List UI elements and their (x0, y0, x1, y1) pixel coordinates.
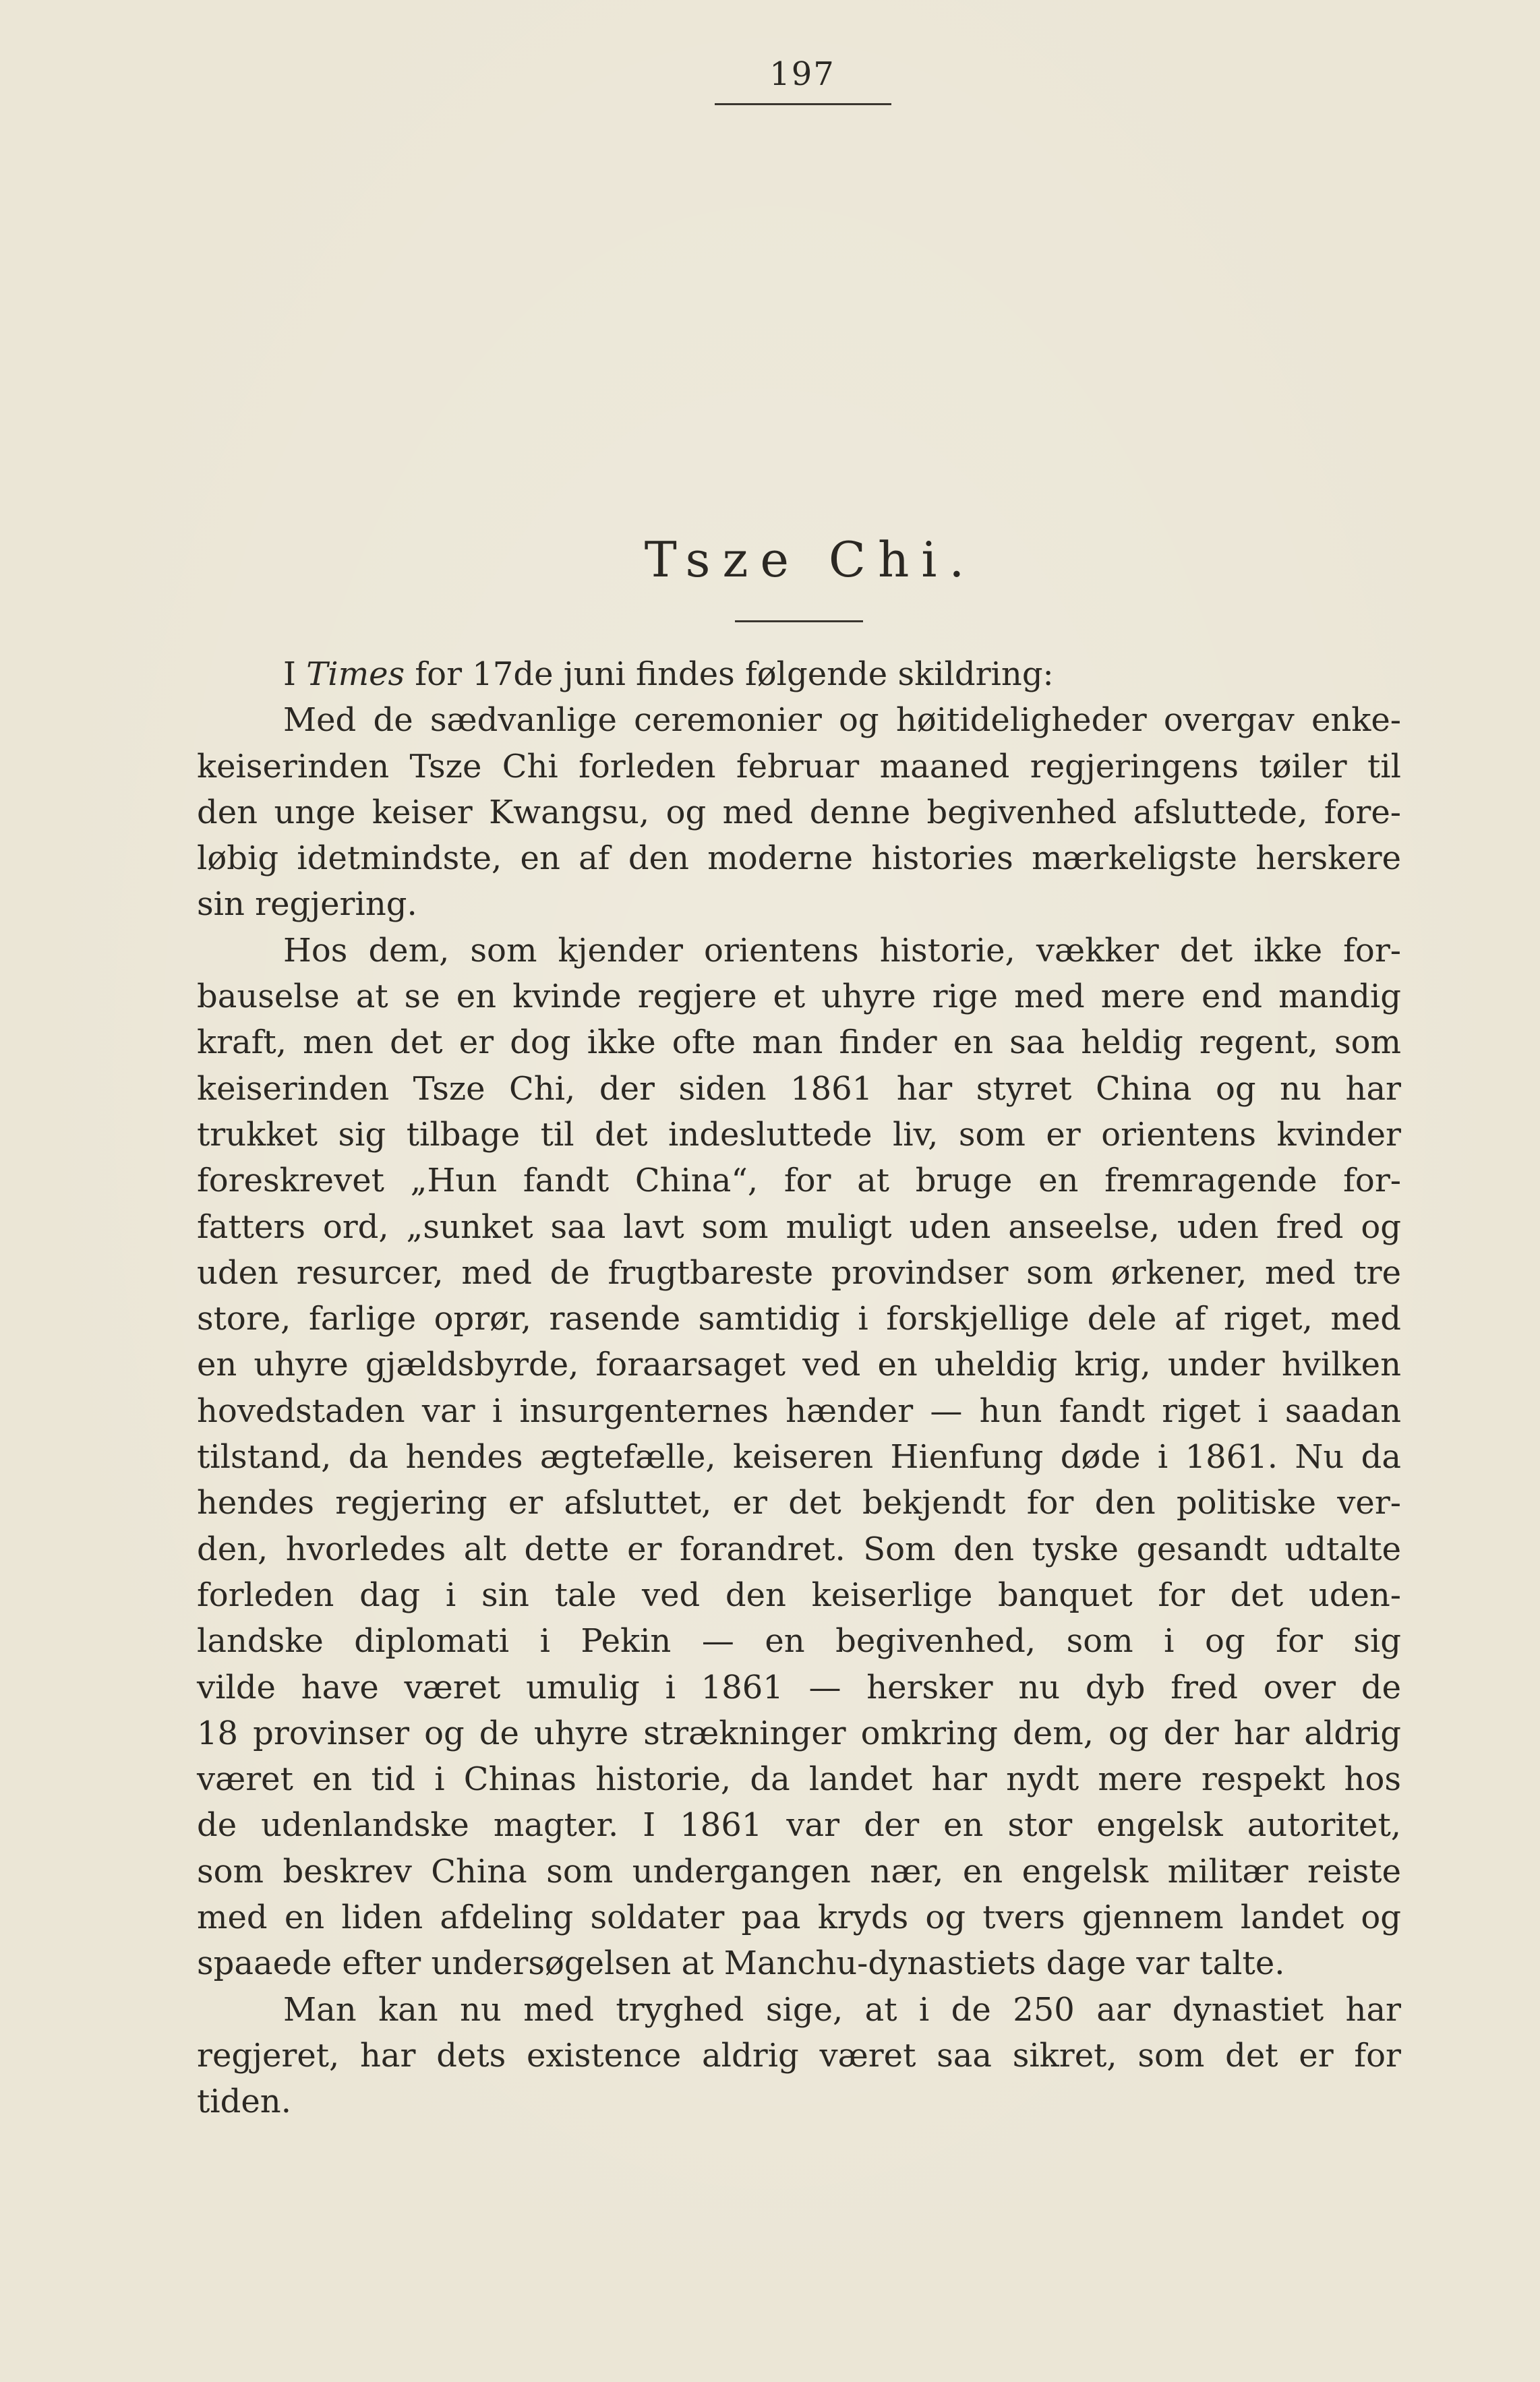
text-line (197, 1204, 1401, 1250)
page-number: 197 (769, 55, 835, 93)
text-line-content: fatters ord, „sunket saa lavt som muligt uden anseelse, uden fred og (197, 1208, 1401, 1246)
text-line-content: landske diplomati i Pekin — en begivenhed, som i og for sig (197, 1622, 1401, 1661)
text-line-content: en uhyre gjældsbyrde, foraarsaget ved en uheldig krig, under hvilken (197, 1346, 1401, 1384)
text-line (197, 651, 1401, 697)
text-line (197, 1066, 1401, 1112)
text-line (197, 2079, 1401, 2124)
text-line (197, 974, 1401, 1019)
text-line-content: foreskrevet „Hun fandt China“, for at bruge en fremragende for- (197, 1162, 1401, 1200)
text-line-content: forleden dag i sin tale ved den keiserlige banquet for det uden- (197, 1576, 1401, 1614)
text-line (197, 1940, 1401, 1986)
article-body (197, 651, 1401, 2125)
text-line (197, 1618, 1401, 1664)
text-line (197, 1526, 1401, 1572)
text-line (197, 1710, 1401, 1756)
text-line (197, 1296, 1401, 1342)
text-line-content: bauselse at se en kvinde regjere et uhyre rige med mere end mandig (197, 978, 1401, 1016)
text-line-content: vilde have været umulig i 1861 — hersker nu dyb fred over de (197, 1668, 1401, 1706)
text-line-content: spaaede efter undersøgelsen at Manchu-dynastiets dage var talte. (197, 1944, 1285, 1983)
text-line (197, 1342, 1401, 1388)
text-line (197, 1895, 1401, 1940)
article-title: Tsze Chi. (644, 531, 977, 588)
text-line (197, 1250, 1401, 1296)
text-line (197, 1480, 1401, 1526)
text-line (197, 1987, 1401, 2033)
text-line (197, 835, 1401, 881)
text-line (197, 1665, 1401, 1710)
text-line (197, 1388, 1401, 1434)
text-line (197, 928, 1401, 974)
text-line (197, 697, 1401, 743)
text-line-content: Hos dem, som kjender orientens historie, vækker det ikke for- (283, 931, 1401, 970)
publication-name: Times (306, 655, 405, 693)
text-line (197, 2033, 1401, 2079)
text-line (197, 1572, 1401, 1618)
text-line-content: I Times for 17de juni findes følgende skildring: (283, 655, 1054, 693)
text-line (197, 1849, 1401, 1895)
text-line-content: hovedstaden var i insurgenternes hænder — hun fandt riget i saadan (197, 1392, 1401, 1430)
text-line (197, 744, 1401, 790)
text-line-content: tilstand, da hendes ægtefælle, keiseren Hienfung døde i 1861. Nu da (197, 1438, 1401, 1477)
text-line (197, 1158, 1401, 1203)
text-line (197, 1802, 1401, 1848)
text-line-content: sin regjering. (197, 885, 417, 924)
title-divider (735, 620, 863, 622)
text-line-content: løbig idetmindste, en af den moderne histories mærkeligste herskere (197, 839, 1401, 878)
text-line-content: med en liden afdeling soldater paa kryds og tvers gjennem landet og (197, 1899, 1401, 1937)
text-line-content: den, hvorledes alt dette er forandret. Som den tyske gesandt udtalte (197, 1530, 1401, 1568)
text-line-content: store, farlige oprør, rasende samtidig i forskjellige dele af riget, med (197, 1300, 1401, 1338)
text-line (197, 790, 1401, 835)
text-line-content: som beskrev China som undergangen nær, en engelsk militær reiste (197, 1852, 1401, 1890)
text-line-content: de udenlandske magter. I 1861 var der en stor engelsk autoritet, (197, 1806, 1401, 1845)
text-line-content: kraft, men det er dog ikke ofte man finder en saa heldig regent, som (197, 1023, 1401, 1062)
text-line-content: keiserinden Tsze Chi, der siden 1861 har styret China og nu har (197, 1069, 1401, 1108)
text-line-content: trukket sig tilbage til det indesluttede liv, som er orientens kvinder (197, 1115, 1401, 1154)
text-line (197, 1019, 1401, 1065)
text-line-content: regjeret, har dets existence aldrig været saa sikret, som det er for (197, 2036, 1401, 2075)
page-number-rule (715, 103, 891, 105)
text-line-content: 18 provinser og de uhyre strækninger omkring dem, og der har aldrig (197, 1714, 1401, 1752)
text-line (197, 1756, 1401, 1802)
text-line (197, 1112, 1401, 1158)
text-line-content: keiserinden Tsze Chi forleden februar maaned regjeringens tøiler til (197, 747, 1401, 785)
text-line-content: uden resurcer, med de frugtbareste provindser som ørkener, med tre (197, 1253, 1401, 1292)
text-line-content: Med de sædvanlige ceremonier og høitideligheder overgav enke- (283, 701, 1401, 740)
text-line-content: tiden. (197, 2083, 291, 2121)
text-line-content: Man kan nu med tryghed sige, at i de 250 aar dynastiet har (283, 1990, 1401, 2029)
text-line-content: været en tid i Chinas historie, da landet har nydt mere respekt hos (197, 1760, 1401, 1799)
text-line (197, 1434, 1401, 1480)
text-line (197, 881, 1401, 927)
text-line-content: hendes regjering er afsluttet, er det bekjendt for den politiske ver- (197, 1484, 1401, 1522)
text-line-content: den unge keiser Kwangsu, og med denne begivenhed afsluttede, fore- (197, 793, 1401, 831)
